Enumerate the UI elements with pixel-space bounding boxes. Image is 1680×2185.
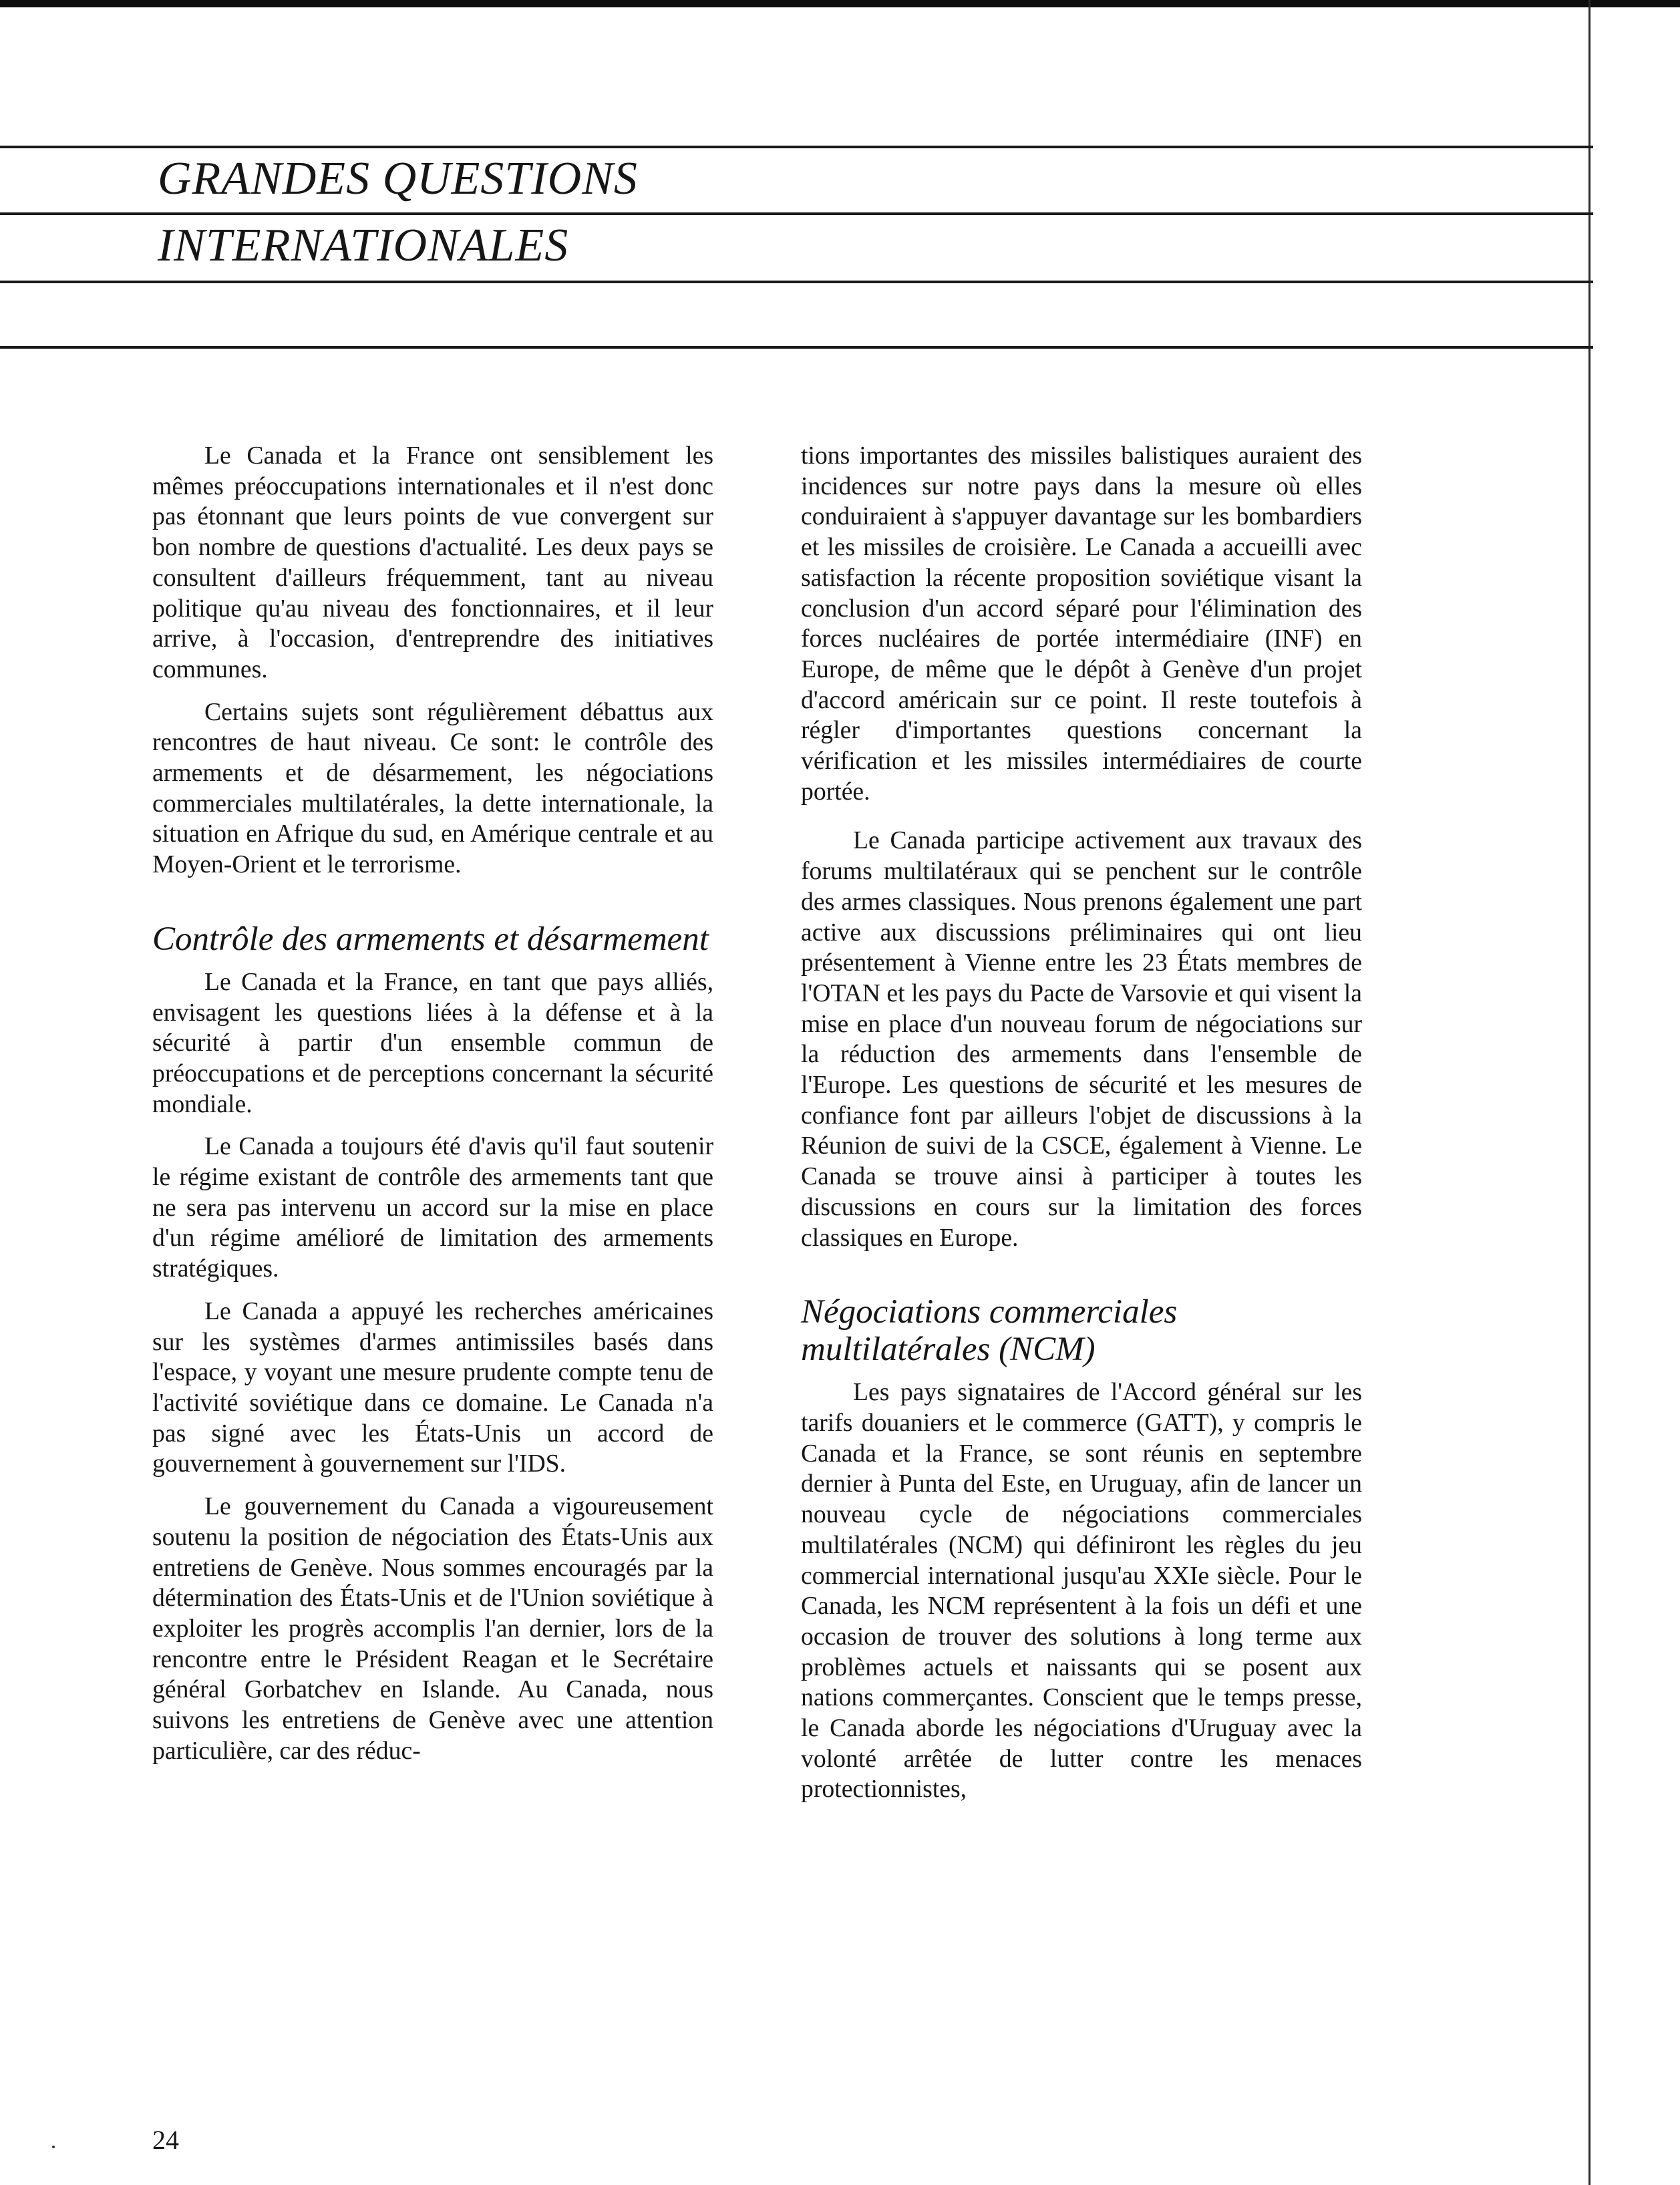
page-title-line-2: INTERNATIONALES (158, 220, 569, 271)
title-rule-1 (0, 146, 1593, 148)
paragraph: Certains sujets sont régulièrement débattus aux rencontres de haut niveau. Ce sont: le contrôle des armements et de désarmement, les négociations commerciales multilatérales, la dette internationale, la situation en Afrique du sud, en Amérique centrale et au Moyen-Orient et le terrorisme. (152, 697, 713, 879)
section-heading: Contrôle des armements et désarmement (152, 920, 709, 958)
title-rule-2 (0, 212, 1593, 215)
paragraph: Les pays signataires de l'Accord général sur les tarifs douaniers et le commerce (GATT), y compris le Canada et la France, se sont réunis en septembre dernier à Punta del Este, en Uruguay, afin de lancer un nouveau cycle de négociations commerciales multilatérales (NCM) qui définiront les règles du jeu commercial international jusqu'au XXIe siècle. Pour le Canada, les NCM représentent à la fois un défi et une occasion de trouver des solutions à long terme aux problèmes actuels et naissants qui se posent aux nations commerçantes. Conscient que le temps presse, le Canada aborde les négociations d'Uruguay avec la volonté arrêtée de lutter contre les menaces protectionnistes, (801, 1378, 1362, 1804)
page-edge-line (1588, 0, 1590, 2185)
title-rule-3 (0, 281, 1593, 283)
paragraph: Le Canada a appuyé les recherches américaines sur les systèmes d'armes antimissiles basés dans l'espace, y voyant une mesure prudente compte tenu de l'activité soviétique dans ce domaine. Le Canada n'a pas signé avec les États-Unis un accord de gouvernement à gouvernement sur l'IDS. (152, 1297, 713, 1478)
paragraph: Le Canada a toujours été d'avis qu'il faut soutenir le régime existant de contrôle des armements tant que ne sera pas intervenu un accord sur la mise en place d'un régime amélioré de limitation des armements stratégiques. (152, 1132, 713, 1283)
scan-speck (52, 2146, 55, 2148)
top-border (0, 0, 1680, 7)
title-rule-4 (0, 346, 1593, 349)
paragraph: Le Canada et la France, en tant que pays alliés, envisagent les questions liées à la défense et à la sécurité à partir d'un ensemble commun de préoccupations et de perceptions concernant la sécurité mondiale. (152, 967, 713, 1118)
paragraph: Le Canada et la France ont sensiblement les mêmes préoccupations internationales et il n'est donc pas étonnant que leurs points de vue convergent sur bon nombre de questions d'actualité. Les deux pays se consultent d'ailleurs fréquemment, tant au niveau politique qu'au niveau des fonctionnaires, et il leur arrive, à l'occasion, d'entreprendre des initiatives communes. (152, 442, 713, 683)
page-title-line-1: GRANDES QUESTIONS (158, 153, 638, 204)
paragraph: Le Canada participe activement aux travaux des forums multilatéraux qui se penchent sur le contrôle des armes classiques. Nous prenons également une part active aux discussions préliminaires qui ont lieu présentement à Vienne entre les 23 États membres de l'OTAN et les pays du Pacte de Varsovie et qui visent la mise en place d'un nouveau forum de négociations sur la réduction des armements dans l'ensemble de l'Europe. Les questions de sécurité et les mesures de confiance font par ailleurs l'objet de discussions à la Réunion de suivi de la CSCE, également à Vienne. Le Canada se trouve ainsi à participer à toutes les discussions en cours sur la limitation des forces classiques en Europe. (801, 826, 1362, 1252)
paragraph: tions importantes des missiles balistiques auraient des incidences sur notre pays dans la mesure où elles conduiraient à s'appuyer davantage sur les bombardiers et les missiles de croisière. Le Canada a accueilli avec satisfaction la récente proposition soviétique visant la conclusion d'un accord séparé pour l'élimination des forces nucléaires de portée intermédiaire (INF) en Europe, de même que le dépôt à Genève d'un projet d'accord américain sur ce point. Il reste toutefois à régler d'importantes questions concernant la vérification et les missiles intermédiaires de courte portée. (801, 442, 1362, 806)
paragraph: Le gouvernement du Canada a vigoureusement soutenu la position de négociation des États-Unis aux entretiens de Genève. Nous sommes encouragés par la détermination des États-Unis et de l'Union soviétique à exploiter les progrès accomplis l'an dernier, lors de la rencontre entre le Président Reagan et le Secrétaire général Gorbatchev en Islande. Au Canada, nous suivons les entretiens de Genève avec une attention particulière, car des réduc- (152, 1492, 713, 1765)
section-heading: Négociations commerciales multilatérales (NCM) (801, 1293, 1178, 1369)
page-number: 24 (152, 2125, 179, 2155)
right-column (801, 441, 1362, 1805)
left-column (152, 441, 713, 1766)
